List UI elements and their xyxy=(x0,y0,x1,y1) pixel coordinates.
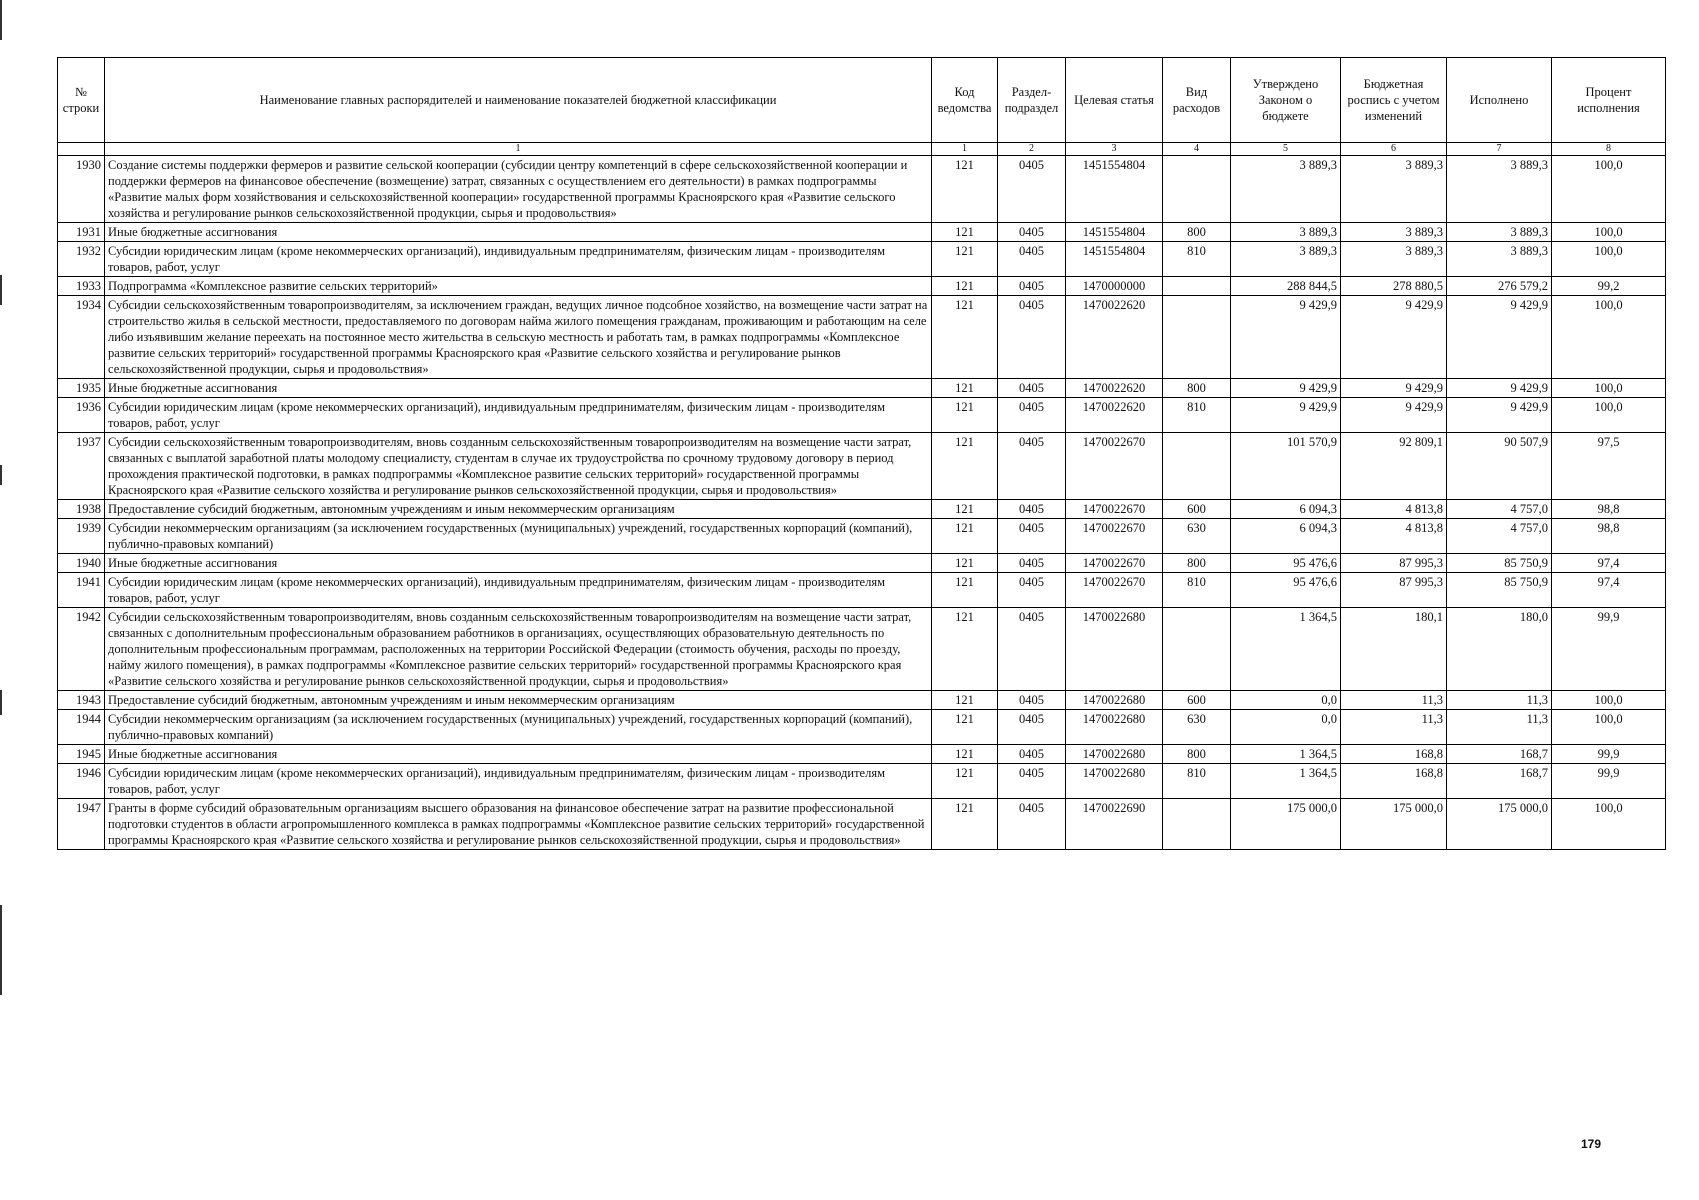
column-number: 1 xyxy=(105,143,932,156)
expense-type-code: 800 xyxy=(1163,745,1231,764)
section-code: 0405 xyxy=(998,277,1066,296)
target-code: 1470022620 xyxy=(1066,296,1163,379)
table-row xyxy=(58,156,1666,223)
execution-percent: 100,0 xyxy=(1552,223,1666,242)
approved-amount: 6 094,3 xyxy=(1231,500,1341,519)
budget-table xyxy=(57,57,1666,850)
budget-plan-amount: 3 889,3 xyxy=(1341,223,1447,242)
dept-code: 121 xyxy=(932,379,998,398)
execution-percent: 99,2 xyxy=(1552,277,1666,296)
execution-percent: 100,0 xyxy=(1552,156,1666,223)
dept-code: 121 xyxy=(932,764,998,799)
target-code: 1470022680 xyxy=(1066,608,1163,691)
target-code: 1470022670 xyxy=(1066,500,1163,519)
target-code: 1470000000 xyxy=(1066,277,1163,296)
executed-amount: 11,3 xyxy=(1447,691,1552,710)
section-code: 0405 xyxy=(998,296,1066,379)
executed-amount: 9 429,9 xyxy=(1447,379,1552,398)
approved-amount: 9 429,9 xyxy=(1231,398,1341,433)
table-row xyxy=(58,433,1666,500)
row-name: Субсидии некоммерческим организациям (за исключением государственных (муниципальных) учреждений, государственных корпораций (компаний), публично-правовых компаний) xyxy=(105,710,932,745)
expense-type-code: 810 xyxy=(1163,764,1231,799)
approved-amount: 1 364,5 xyxy=(1231,608,1341,691)
budget-plan-amount: 87 995,3 xyxy=(1341,554,1447,573)
scan-edge-mark xyxy=(0,275,2,305)
execution-percent: 99,9 xyxy=(1552,608,1666,691)
table-row xyxy=(58,500,1666,519)
dept-code: 121 xyxy=(932,242,998,277)
approved-amount: 1 364,5 xyxy=(1231,764,1341,799)
header-expense-type: Вид расходов xyxy=(1163,58,1231,143)
budget-plan-amount: 87 995,3 xyxy=(1341,573,1447,608)
column-number: 4 xyxy=(1163,143,1231,156)
table-row xyxy=(58,710,1666,745)
row-name: Субсидии сельскохозяйственным товаропроизводителям, вновь созданным сельскохозяйственным товаропроизводителям на возмещение части затрат, связанных с выплатой заработной платы молодому специалисту, студентам в случае их трудоустройства по срочному трудовому договору в период прохождения практической подготовки, в рамках подпрограммы «Комплексное развитие сельских территорий» государственной программы Красноярского края «Развитие сельского хозяйства и регулирование рынков сельскохозяйственной продукции, сырья и продовольствия» xyxy=(105,433,932,500)
dept-code: 121 xyxy=(932,296,998,379)
budget-plan-amount: 4 813,8 xyxy=(1341,519,1447,554)
dept-code: 121 xyxy=(932,398,998,433)
target-code: 1451554804 xyxy=(1066,223,1163,242)
target-code: 1470022690 xyxy=(1066,799,1163,850)
section-code: 0405 xyxy=(998,799,1066,850)
section-code: 0405 xyxy=(998,242,1066,277)
dept-code: 121 xyxy=(932,573,998,608)
budget-plan-amount: 11,3 xyxy=(1341,691,1447,710)
column-number: 6 xyxy=(1341,143,1447,156)
section-code: 0405 xyxy=(998,156,1066,223)
section-code: 0405 xyxy=(998,379,1066,398)
expense-type-code: 600 xyxy=(1163,691,1231,710)
table-row xyxy=(58,573,1666,608)
column-number: 1 xyxy=(932,143,998,156)
budget-plan-amount: 180,1 xyxy=(1341,608,1447,691)
expense-type-code: 630 xyxy=(1163,710,1231,745)
section-code: 0405 xyxy=(998,573,1066,608)
execution-percent: 98,8 xyxy=(1552,519,1666,554)
budget-plan-amount: 175 000,0 xyxy=(1341,799,1447,850)
executed-amount: 3 889,3 xyxy=(1447,223,1552,242)
dept-code: 121 xyxy=(932,156,998,223)
row-name: Субсидии сельскохозяйственным товаропроизводителям, за исключением граждан, ведущих личное подсобное хозяйство, на возмещение части затрат на строительство жилья в сельской местности, предоставляемого по договорам найма жилого помещения гражданам, проживающим и работающим на селе либо изъявившим желание переехать на постоянное место жительства в сельскую местность и работать там, в рамках подпрограммы «Комплексное развитие сельских территорий» государственной программы Красноярского края «Развитие сельского хозяйства и регулирование рынков сельскохозяйственной продукции, сырья и продовольствия» xyxy=(105,296,932,379)
approved-amount: 9 429,9 xyxy=(1231,296,1341,379)
row-name: Субсидии юридическим лицам (кроме некоммерческих организаций), индивидуальным предпринимателям, физическим лицам - производителям товаров, работ, услуг xyxy=(105,398,932,433)
row-name: Создание системы поддержки фермеров и развитие сельской кооперации (субсидии центру компетенций в сфере сельскохозяйственной кооперации и поддержки фермеров на финансовое обеспечение (возмещение) затрат, связанных с осуществлением его деятельности) в рамках подпрограммы «Развитие малых форм хозяйствования и сельскохозяйственной кооперации» государственной программы Красноярского края «Развитие сельского хозяйства и регулирование рынков сельскохозяйственной продукции, сырья и продовольствия» xyxy=(105,156,932,223)
column-number: 8 xyxy=(1552,143,1666,156)
execution-percent: 97,4 xyxy=(1552,573,1666,608)
dept-code: 121 xyxy=(932,223,998,242)
header-target: Целевая статья xyxy=(1066,58,1163,143)
target-code: 1470022670 xyxy=(1066,573,1163,608)
execution-percent: 100,0 xyxy=(1552,398,1666,433)
execution-percent: 98,8 xyxy=(1552,500,1666,519)
approved-amount: 288 844,5 xyxy=(1231,277,1341,296)
executed-amount: 180,0 xyxy=(1447,608,1552,691)
target-code: 1470022620 xyxy=(1066,379,1163,398)
header-executed: Исполнено xyxy=(1447,58,1552,143)
dept-code: 121 xyxy=(932,691,998,710)
table-row xyxy=(58,223,1666,242)
page-number: 179 xyxy=(1581,1137,1602,1151)
section-code: 0405 xyxy=(998,608,1066,691)
target-code: 1470022620 xyxy=(1066,398,1163,433)
approved-amount: 3 889,3 xyxy=(1231,223,1341,242)
execution-percent: 100,0 xyxy=(1552,799,1666,850)
column-number: 3 xyxy=(1066,143,1163,156)
execution-percent: 97,5 xyxy=(1552,433,1666,500)
row-number: 1944 xyxy=(58,710,105,745)
scan-edge-mark xyxy=(0,690,2,715)
row-name: Субсидии сельскохозяйственным товаропроизводителям, вновь созданным сельскохозяйственным товаропроизводителям на возмещение части затрат, связанных с дополнительным профессиональным образованием работников в организациях, осуществляющих образовательную деятельность по дополнительным профессиональным программам, расположенных на территории Российской Федерации (стоимость обучения, расходы по проезду, найму жилого помещения), в рамках подпрограммы «Комплексное развитие сельских территорий» государственной программы Красноярского края «Развитие сельского хозяйства и регулирование рынков сельскохозяйственной продукции, сырья и продовольствия» xyxy=(105,608,932,691)
executed-amount: 85 750,9 xyxy=(1447,554,1552,573)
row-number: 1937 xyxy=(58,433,105,500)
approved-amount: 95 476,6 xyxy=(1231,573,1341,608)
header-dept-code: Код ведомства xyxy=(932,58,998,143)
expense-type-code xyxy=(1163,296,1231,379)
budget-plan-amount: 168,8 xyxy=(1341,764,1447,799)
budget-plan-amount: 168,8 xyxy=(1341,745,1447,764)
row-name: Иные бюджетные ассигнования xyxy=(105,223,932,242)
header-row-no: № строки xyxy=(58,58,105,143)
expense-type-code: 800 xyxy=(1163,223,1231,242)
execution-percent: 100,0 xyxy=(1552,691,1666,710)
row-name: Субсидии юридическим лицам (кроме некоммерческих организаций), индивидуальным предпринимателям, физическим лицам - производителям товаров, работ, услуг xyxy=(105,573,932,608)
budget-plan-amount: 3 889,3 xyxy=(1341,156,1447,223)
row-number: 1930 xyxy=(58,156,105,223)
expense-type-code: 630 xyxy=(1163,519,1231,554)
row-number: 1935 xyxy=(58,379,105,398)
target-code: 1470022670 xyxy=(1066,433,1163,500)
table-row xyxy=(58,398,1666,433)
dept-code: 121 xyxy=(932,433,998,500)
table-row xyxy=(58,379,1666,398)
execution-percent: 97,4 xyxy=(1552,554,1666,573)
expense-type-code: 800 xyxy=(1163,554,1231,573)
budget-plan-amount: 3 889,3 xyxy=(1341,242,1447,277)
approved-amount: 6 094,3 xyxy=(1231,519,1341,554)
table-row xyxy=(58,242,1666,277)
row-name: Иные бюджетные ассигнования xyxy=(105,745,932,764)
header-approved: Утверждено Законом о бюджете xyxy=(1231,58,1341,143)
executed-amount: 4 757,0 xyxy=(1447,500,1552,519)
executed-amount: 11,3 xyxy=(1447,710,1552,745)
approved-amount: 3 889,3 xyxy=(1231,156,1341,223)
section-code: 0405 xyxy=(998,691,1066,710)
executed-amount: 3 889,3 xyxy=(1447,242,1552,277)
section-code: 0405 xyxy=(998,398,1066,433)
column-number: 5 xyxy=(1231,143,1341,156)
dept-code: 121 xyxy=(932,519,998,554)
row-number: 1932 xyxy=(58,242,105,277)
target-code: 1470022680 xyxy=(1066,745,1163,764)
execution-percent: 99,9 xyxy=(1552,745,1666,764)
expense-type-code xyxy=(1163,799,1231,850)
dept-code: 121 xyxy=(932,710,998,745)
executed-amount: 9 429,9 xyxy=(1447,398,1552,433)
header-name: Наименование главных распорядителей и наименование показателей бюджетной классификации xyxy=(105,58,932,143)
row-name: Подпрограмма «Комплексное развитие сельских территорий» xyxy=(105,277,932,296)
dept-code: 121 xyxy=(932,554,998,573)
row-number: 1945 xyxy=(58,745,105,764)
column-number: 2 xyxy=(998,143,1066,156)
execution-percent: 100,0 xyxy=(1552,710,1666,745)
approved-amount: 1 364,5 xyxy=(1231,745,1341,764)
table-row xyxy=(58,799,1666,850)
table-row xyxy=(58,764,1666,799)
column-number xyxy=(58,143,105,156)
header-budget-plan: Бюджетная роспись с учетом изменений xyxy=(1341,58,1447,143)
execution-percent: 100,0 xyxy=(1552,242,1666,277)
executed-amount: 9 429,9 xyxy=(1447,296,1552,379)
table-row xyxy=(58,608,1666,691)
row-number: 1947 xyxy=(58,799,105,850)
row-number: 1941 xyxy=(58,573,105,608)
approved-amount: 0,0 xyxy=(1231,691,1341,710)
row-number: 1943 xyxy=(58,691,105,710)
approved-amount: 101 570,9 xyxy=(1231,433,1341,500)
dept-code: 121 xyxy=(932,745,998,764)
expense-type-code: 800 xyxy=(1163,379,1231,398)
target-code: 1470022680 xyxy=(1066,764,1163,799)
dept-code: 121 xyxy=(932,277,998,296)
table-row xyxy=(58,745,1666,764)
row-number: 1939 xyxy=(58,519,105,554)
table-body xyxy=(58,156,1666,850)
section-code: 0405 xyxy=(998,745,1066,764)
expense-type-code xyxy=(1163,156,1231,223)
execution-percent: 100,0 xyxy=(1552,296,1666,379)
target-code: 1470022680 xyxy=(1066,710,1163,745)
row-name: Иные бюджетные ассигнования xyxy=(105,554,932,573)
execution-percent: 100,0 xyxy=(1552,379,1666,398)
approved-amount: 0,0 xyxy=(1231,710,1341,745)
budget-plan-amount: 4 813,8 xyxy=(1341,500,1447,519)
target-code: 1451554804 xyxy=(1066,242,1163,277)
header-section: Раздел-подраздел xyxy=(998,58,1066,143)
row-name: Субсидии юридическим лицам (кроме некоммерческих организаций), индивидуальным предпринимателям, физическим лицам - производителям товаров, работ, услуг xyxy=(105,764,932,799)
row-name: Субсидии некоммерческим организациям (за исключением государственных (муниципальных) учреждений, государственных корпораций (компаний), публично-правовых компаний) xyxy=(105,519,932,554)
expense-type-code xyxy=(1163,433,1231,500)
row-number: 1942 xyxy=(58,608,105,691)
section-code: 0405 xyxy=(998,223,1066,242)
section-code: 0405 xyxy=(998,519,1066,554)
table-row xyxy=(58,554,1666,573)
budget-plan-amount: 9 429,9 xyxy=(1341,296,1447,379)
executed-amount: 276 579,2 xyxy=(1447,277,1552,296)
row-name: Гранты в форме субсидий образовательным организациям высшего образования на финансовое обеспечение затрат на развитие профессиональной подготовки студентов в области агропромышленного комплекса в рамках подпрограммы «Комплексное развитие сельских территорий» государственной программы Красноярского края «Развитие сельского хозяйства и регулирование рынков сельскохозяйственной продукции, сырья и продовольствия» xyxy=(105,799,932,850)
budget-plan-amount: 92 809,1 xyxy=(1341,433,1447,500)
table-row xyxy=(58,296,1666,379)
target-code: 1470022670 xyxy=(1066,554,1163,573)
row-number: 1940 xyxy=(58,554,105,573)
row-name: Иные бюджетные ассигнования xyxy=(105,379,932,398)
approved-amount: 9 429,9 xyxy=(1231,379,1341,398)
row-number: 1933 xyxy=(58,277,105,296)
expense-type-code xyxy=(1163,608,1231,691)
section-code: 0405 xyxy=(998,500,1066,519)
executed-amount: 4 757,0 xyxy=(1447,519,1552,554)
row-number: 1934 xyxy=(58,296,105,379)
column-number: 7 xyxy=(1447,143,1552,156)
section-code: 0405 xyxy=(998,554,1066,573)
expense-type-code: 810 xyxy=(1163,398,1231,433)
approved-amount: 95 476,6 xyxy=(1231,554,1341,573)
executed-amount: 168,7 xyxy=(1447,745,1552,764)
executed-amount: 90 507,9 xyxy=(1447,433,1552,500)
row-number: 1936 xyxy=(58,398,105,433)
table-row xyxy=(58,277,1666,296)
executed-amount: 168,7 xyxy=(1447,764,1552,799)
budget-plan-amount: 9 429,9 xyxy=(1341,379,1447,398)
expense-type-code xyxy=(1163,277,1231,296)
row-number: 1938 xyxy=(58,500,105,519)
dept-code: 121 xyxy=(932,799,998,850)
scan-edge-mark xyxy=(0,905,2,995)
scan-edge-mark xyxy=(0,0,2,40)
column-number-row xyxy=(58,143,1666,156)
section-code: 0405 xyxy=(998,710,1066,745)
row-name: Предоставление субсидий бюджетным, автономным учреждениям и иным некоммерческим организациям xyxy=(105,691,932,710)
approved-amount: 175 000,0 xyxy=(1231,799,1341,850)
target-code: 1470022670 xyxy=(1066,519,1163,554)
section-code: 0405 xyxy=(998,764,1066,799)
target-code: 1451554804 xyxy=(1066,156,1163,223)
executed-amount: 3 889,3 xyxy=(1447,156,1552,223)
dept-code: 121 xyxy=(932,608,998,691)
scan-edge-mark xyxy=(0,465,2,485)
budget-plan-amount: 9 429,9 xyxy=(1341,398,1447,433)
expense-type-code: 600 xyxy=(1163,500,1231,519)
budget-plan-amount: 11,3 xyxy=(1341,710,1447,745)
header-percent: Процент исполнения xyxy=(1552,58,1666,143)
row-number: 1931 xyxy=(58,223,105,242)
approved-amount: 3 889,3 xyxy=(1231,242,1341,277)
table-row xyxy=(58,519,1666,554)
section-code: 0405 xyxy=(998,433,1066,500)
row-name: Субсидии юридическим лицам (кроме некоммерческих организаций), индивидуальным предпринимателям, физическим лицам - производителям товаров, работ, услуг xyxy=(105,242,932,277)
row-name: Предоставление субсидий бюджетным, автономным учреждениям и иным некоммерческим организациям xyxy=(105,500,932,519)
executed-amount: 85 750,9 xyxy=(1447,573,1552,608)
dept-code: 121 xyxy=(932,500,998,519)
expense-type-code: 810 xyxy=(1163,242,1231,277)
table-row xyxy=(58,691,1666,710)
target-code: 1470022680 xyxy=(1066,691,1163,710)
executed-amount: 175 000,0 xyxy=(1447,799,1552,850)
table-header-row xyxy=(58,58,1666,143)
execution-percent: 99,9 xyxy=(1552,764,1666,799)
expense-type-code: 810 xyxy=(1163,573,1231,608)
row-number: 1946 xyxy=(58,764,105,799)
budget-plan-amount: 278 880,5 xyxy=(1341,277,1447,296)
